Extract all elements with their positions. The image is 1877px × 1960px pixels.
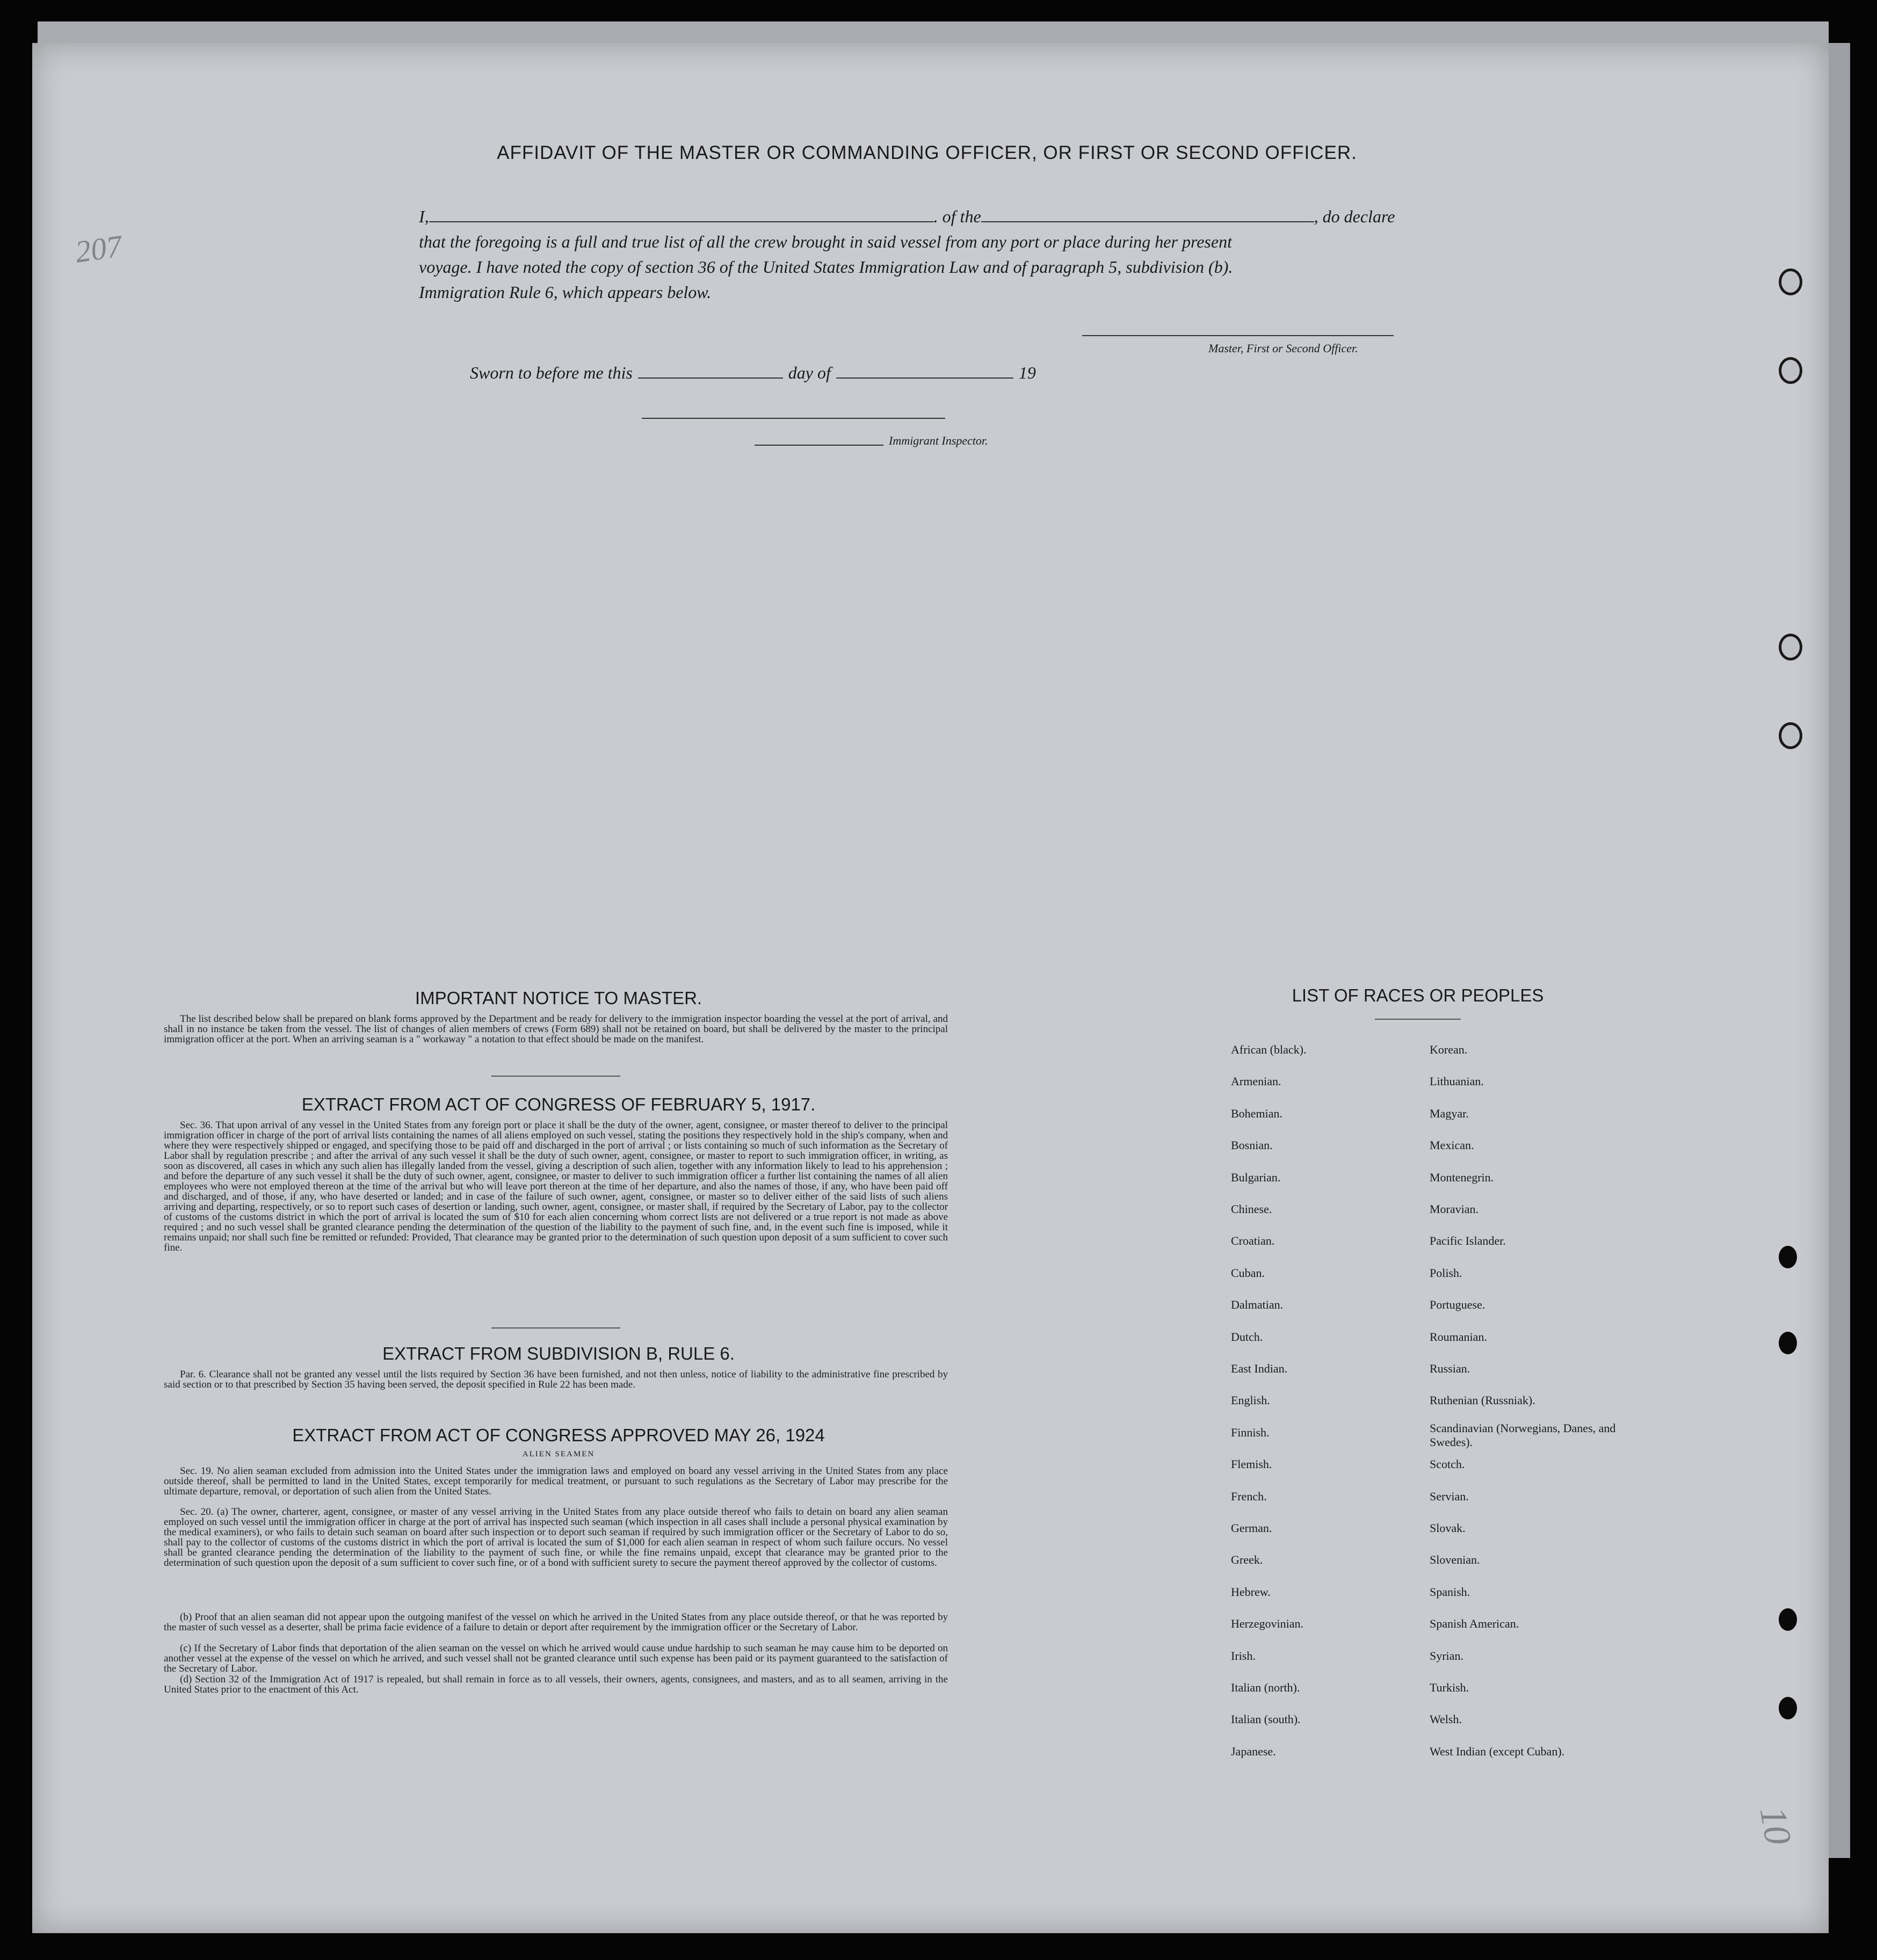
inspector-signature-line[interactable] — [642, 418, 945, 419]
sworn-line — [470, 363, 1036, 383]
race-item: Welsh. — [1430, 1712, 1462, 1726]
punch-hole-filled — [1779, 1608, 1797, 1631]
race-item: Ruthenian (Russniak). — [1430, 1393, 1535, 1407]
race-item: Polish. — [1430, 1266, 1462, 1280]
race-item: Montenegrin. — [1430, 1171, 1494, 1184]
inspector-label: Immigrant Inspector. — [889, 434, 988, 447]
inspector-short-line — [755, 445, 883, 446]
rule-6-title: EXTRACT FROM SUBDIVISION B, RULE 6. — [382, 1344, 735, 1363]
extract-1917-text: Sec. 36. That upon arrival of any vessel in the United States from any foreign port or place it shall be the duty of the owner, agent, consignee, or master thereof to deliver to the principal immigration officer in charge of the port of arrival lists containing the names of all aliens employed on such vessel, stating the positions they respectively hold in the ship's company, when and where they were respectively shipped or engaged, and specifying those to be paid off and discharged in the port of arrival ; or lists containing so much of such information as the Secretary of Labor shall by regulation prescribe ; and after the arrival of any such vessel it shall be the duty of such owner, agent, consignee, or master to report to such immigration officer, in writing, as soon as discovered, all cases in which any such alien has illegally landed from the vessel, giving a description of such alien, together with any information likely to lead to his apprehension ; and before the departure of any such vessel it shall be the duty of such owner, agent, consignee, or master to deliver to such immigration officer a further list containing the names of all alien employees who were not employed thereon at the time of the arrival but who will leave port thereon at the time of her departure, and also the names of those, if any, who have been paid off and discharged, and of those, if any, who have deserted or landed; and in case of the failure of such owner, agent, consignee, or master so to deliver either of the said lists of such aliens arriving and departing, respectively, or so to report such cases of desertion or landing, such owner, agent, consignee, or master shall, if required by the Secretary of Labor, pay to the collector of customs of the customs district in which the port of arrival is located the sum of $10 for each alien concerning whom correct lists are not delivered or a true report is not made as above required ; and no such vessel shall be granted clearance pending the determination of the question of the liability to the payment of such fine, and, in the event such fine is imposed, while it remains unpaid; nor shall such fine be remitted or refunded: Provided, That clearance may be granted prior to the determination of such question upon deposit of a sum sufficient to cover such fine. — [164, 1120, 948, 1253]
race-item: Flemish. — [1231, 1457, 1272, 1471]
race-item: Bosnian. — [1231, 1138, 1273, 1152]
race-item: Scotch. — [1430, 1457, 1465, 1471]
notice-text: The list described below shall be prepared on blank forms approved by the Department and be ready for delivery to the immigration inspector boarding the vessel at the port of arrival, and shall in no instance be taken from the vessel. The list of changes of alien members of crews (Form 689) shall not be retained on board, but shall be delivered by the master to the principal immigration officer at the port. When an arriving seaman is a " workaway " a notation to that effect should be made on the manifest. — [164, 1013, 948, 1045]
affidavit-declare: , do declare — [1314, 207, 1395, 226]
race-item: Bohemian. — [1231, 1107, 1282, 1120]
punch-hole-filled — [1779, 1697, 1797, 1719]
race-item: Japanese. — [1231, 1745, 1276, 1758]
sworn-month-blank[interactable] — [836, 378, 1013, 379]
race-item: Lithuanian. — [1430, 1075, 1484, 1088]
race-item: Spanish American. — [1430, 1617, 1519, 1630]
sworn-day-blank[interactable] — [638, 378, 783, 379]
divider — [491, 1327, 620, 1329]
race-item: West Indian (except Cuban). — [1430, 1745, 1565, 1758]
extract-1924-sec20b: (b) Proof that an alien seaman did not appear upon the outgoing manifest of the vessel on which he arrived in the United States from any place outside thereof, or that he was reported by the master of such vessel as a deserter, shall be prima facie evidence of a failure to detain or deport after requirement by the immigration officer or the Secretary of Labor. — [164, 1611, 948, 1633]
page-number-mark: 207 — [73, 228, 125, 270]
affidavit-line-3: voyage. I have noted the copy of section 36 of the United States Immigration Law and of paragraph 5, subdivision (b). — [419, 257, 1233, 277]
divider — [1375, 1019, 1461, 1020]
race-item: Croatian. — [1231, 1234, 1275, 1247]
notice-title: IMPORTANT NOTICE TO MASTER. — [415, 988, 702, 1008]
races-title: LIST OF RACES OR PEOPLES — [1292, 985, 1544, 1005]
race-item: Roumanian. — [1430, 1330, 1487, 1344]
page-number-mark-bottom: 10 — [1751, 1803, 1799, 1848]
name-blank[interactable] — [429, 221, 934, 222]
race-item: Chinese. — [1231, 1202, 1272, 1216]
race-item: Portuguese. — [1430, 1298, 1485, 1311]
affidavit-line-1 — [419, 207, 1395, 227]
extract-1924-sec20a: Sec. 20. (a) The owner, charterer, agent, consignee, or master of any vessel arriving in the United States from any place outside thereof who fails to detain on board any alien seaman employed on such vessel until the immigration officer in charge at the port of arrival has inspected such seaman (which inspection in all cases shall include a personal physical examination by the medical examiners), or who fails to detain such seaman on board after such inspection or to deport such seaman if required by such immigration officer or the Secretary of Labor to do so, shall pay to the collector of customs of the customs district in which the port of arrival is located the sum of $1,000 for each alien seaman in respect of whom such failure occurs. No vessel shall be granted clearance pending the determination of the liability to the payment of such fine, or while the fine remains unpaid, except that clearance may be granted prior to the determination of such question upon the deposit of a sum sufficient to cover such fine, or of a bond with sufficient surety to secure the payment thereof approved by the collector of customs. — [164, 1506, 948, 1569]
race-item: Magyar. — [1430, 1107, 1469, 1120]
race-item: Scandinavian (Norwegians, Danes, and Swedes). — [1430, 1421, 1616, 1449]
affidavit-i: I, — [419, 207, 429, 226]
race-item: Italian (south). — [1231, 1712, 1301, 1726]
race-item: African (black). — [1231, 1043, 1307, 1056]
race-item: Dalmatian. — [1231, 1298, 1284, 1311]
affidavit-line-4: Immigration Rule 6, which appears below. — [419, 282, 712, 302]
race-item: Spanish. — [1430, 1585, 1470, 1599]
race-item: Finnish. — [1231, 1426, 1270, 1439]
extract-1924-sec20d: (d) Section 32 of the Immigration Act of 1917 is repealed, but shall remain in force as to all vessels, their owners, agents, consignees, and masters, and as to all seamen, arriving in the United States prior to the enactment of this Act. — [164, 1674, 948, 1695]
punch-hole-open — [1779, 722, 1802, 749]
race-item: East Indian. — [1231, 1362, 1288, 1375]
extract-1924-subtitle: ALIEN SEAMEN — [522, 1450, 595, 1458]
race-item: Dutch. — [1231, 1330, 1263, 1344]
sworn-year: 19 — [1018, 363, 1036, 382]
punch-hole-open — [1779, 634, 1802, 660]
race-item: Armenian. — [1231, 1075, 1281, 1088]
race-item: Irish. — [1231, 1649, 1256, 1663]
rule-6-text: Par. 6. Clearance shall not be granted any vessel until the lists required by Section 36 have been furnished, and not then unless, notice of liability to the administrative fine prescribed by said section or to that prescribed by Section 35 having been served, the deposit specified in Rule 22 has been made. — [164, 1369, 948, 1390]
master-signature-label: Master, First or Second Officer. — [1208, 342, 1358, 355]
master-signature-line[interactable] — [1082, 335, 1394, 336]
affidavit-line-2: that the foregoing is a full and true list of all the crew brought in said vessel from any port or place during her present — [419, 232, 1232, 251]
extract-1924-sec19: Sec. 19. No alien seaman excluded from admission into the United States under the immigration laws and employed on board any vessel arriving in the United States from any place outside thereof, shall be permitted to land in the United States, except temporarily for medical treatment, or pursuant to such regulations as the Secretary of Labor may prescribe for the ultimate departure, removal, or deportation of such alien from the United States. — [164, 1465, 948, 1497]
race-item: English. — [1231, 1393, 1270, 1407]
extract-1917-title: EXTRACT FROM ACT OF CONGRESS OF FEBRUARY 5, 1917. — [301, 1094, 816, 1114]
extract-1924-title: EXTRACT FROM ACT OF CONGRESS APPROVED MAY 26, 1924 — [292, 1425, 825, 1445]
race-item: Mexican. — [1430, 1138, 1474, 1152]
race-item: Moravian. — [1430, 1202, 1479, 1216]
affidavit-title: AFFIDAVIT OF THE MASTER OR COMMANDING OFFICER, OR FIRST OR SECOND OFFICER. — [497, 142, 1357, 163]
punch-hole-filled — [1779, 1246, 1797, 1268]
sworn-prefix: Sworn to before me this — [470, 363, 633, 382]
race-item: Turkish. — [1430, 1681, 1469, 1694]
divider — [491, 1076, 620, 1077]
race-item: Slovenian. — [1430, 1553, 1480, 1566]
punch-hole-filled — [1779, 1332, 1797, 1354]
race-item: Greek. — [1231, 1553, 1263, 1566]
race-item: Herzegovinian. — [1231, 1617, 1303, 1630]
race-item: Slovak. — [1430, 1521, 1466, 1535]
race-item: French. — [1231, 1490, 1267, 1503]
extract-1924-sec20c: (c) If the Secretary of Labor finds that deportation of the alien seaman on the vessel on which he arrived would cause undue hardship to such seaman he may cause him to be deported on another vessel at the expense of the vessel on which he arrived, and such vessel shall not be granted clearance until such expense has been paid or its payment guaranteed to the satisfaction of the Secretary of Labor. — [164, 1643, 948, 1674]
sworn-day-of: day of — [788, 363, 831, 382]
race-item: Korean. — [1430, 1043, 1468, 1056]
affidavit-of-the: . of the — [933, 207, 981, 226]
punch-hole-open — [1779, 357, 1802, 384]
race-item: Hebrew. — [1231, 1585, 1271, 1599]
right-sheet-edge — [1829, 43, 1850, 1858]
punch-hole-open — [1779, 268, 1802, 295]
race-item: Pacific Islander. — [1430, 1234, 1506, 1247]
race-item: Russian. — [1430, 1362, 1470, 1375]
race-item: Italian (north). — [1231, 1681, 1300, 1694]
race-item: German. — [1231, 1521, 1272, 1535]
race-item: Cuban. — [1231, 1266, 1265, 1280]
race-item: Servian. — [1430, 1490, 1469, 1503]
vessel-blank[interactable] — [981, 221, 1314, 222]
race-item: Syrian. — [1430, 1649, 1463, 1663]
race-item: Bulgarian. — [1231, 1171, 1281, 1184]
